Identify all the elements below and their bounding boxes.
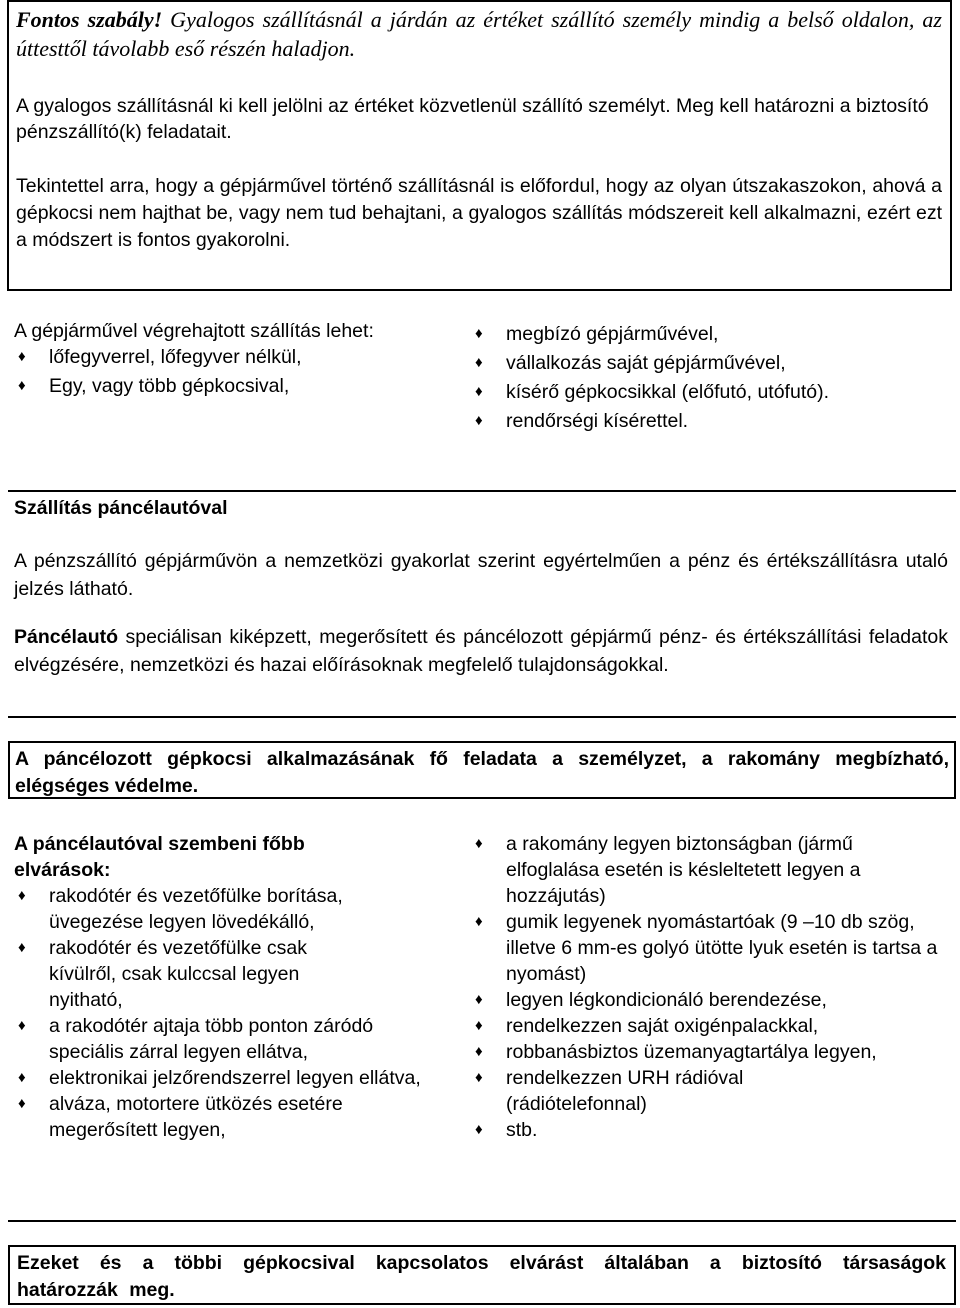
diamond-bullet-icon: ♦	[18, 348, 26, 365]
list-item: ♦ lőfegyverrel, lőfegyver nélkül,	[18, 346, 302, 368]
list-item: ♦ legyen légkondicionáló berendezése,	[475, 989, 827, 1011]
list-item: ♦ kísérő gépkocsikkal (előfutó, utófutó).	[475, 381, 829, 403]
list-item: ♦ a rakomány legyen biztonságban (jármű elfoglalása esetén is késleltetett legyen a hozzájutás)	[475, 833, 861, 907]
important-rule	[16, 5, 942, 63]
diamond-bullet-icon: ♦	[475, 913, 483, 930]
diamond-bullet-icon: ♦	[475, 1017, 483, 1034]
list-item: ♦ stb.	[475, 1119, 538, 1141]
rule-text: Gyalogos szállításnál a járdán az értéket szállító személy mindig a belső oldalon, az úttesttől távolabb eső részén haladjon.	[16, 7, 942, 61]
list-item: ♦ vállalkozás saját gépjárművével,	[475, 352, 786, 374]
diamond-bullet-icon: ♦	[475, 835, 483, 852]
vehicle-transport-intro: A gépjárművel végrehajtott szállítás lehet:	[14, 320, 374, 342]
list-item: ♦ rendőrségi kísérettel.	[475, 410, 689, 432]
diamond-bullet-icon: ♦	[475, 325, 483, 342]
diamond-bullet-icon: ♦	[475, 1069, 483, 1086]
diamond-bullet-icon: ♦	[475, 1043, 483, 1060]
list-item: ♦ elektronikai jelzőrendszerrel legyen ellátva,	[18, 1067, 421, 1089]
vehicle-paragraph: Tekintettel arra, hogy a gépjárművel történő szállításnál is előfordul, hogy az olyan útszakaszokon, ahová a gépkocsi nem hajthat be, vagy nem tud behajtani, a gyalogos szállítás módszereit kell alkalmazni, ezért ezt a módszert is fontos gyakorolni.	[16, 175, 942, 251]
diamond-bullet-icon: ♦	[475, 383, 483, 400]
section-heading: Szállítás páncélautóval	[14, 497, 228, 519]
diamond-bullet-icon: ♦	[475, 354, 483, 371]
requirements-left	[14, 831, 434, 1143]
footer-box	[8, 1245, 956, 1305]
diamond-bullet-icon: ♦	[18, 939, 26, 956]
list-item: ♦ robbanásbiztos üzemanyagtartálya legyen,	[475, 1041, 877, 1063]
requirements-heading: A páncélautóval szembeni főbb elvárások:	[14, 833, 305, 881]
list-item: ♦ Egy, vagy több gépkocsival,	[18, 375, 290, 397]
diamond-bullet-icon: ♦	[475, 412, 483, 429]
diamond-bullet-icon: ♦	[18, 887, 26, 904]
diamond-bullet-icon: ♦	[18, 1017, 26, 1034]
diamond-bullet-icon: ♦	[475, 1121, 483, 1138]
list-item: ♦ alváza, motortere ütközés esetére megerősített legyen,	[18, 1093, 343, 1141]
important-rule-box	[7, 0, 952, 291]
main-task-box	[8, 741, 956, 799]
requirements-right	[471, 831, 938, 1143]
rule-label: Fontos szabály!	[16, 7, 163, 32]
section-divider	[8, 490, 956, 492]
list-item: ♦ gumik legyenek nyomástartóak (9 –10 db szög, illetve 6 mm-es golyó ütötte lyuk esetén is tartsa a nyomást)	[475, 911, 938, 985]
diamond-bullet-icon: ♦	[18, 1095, 26, 1112]
section-divider	[8, 1220, 956, 1222]
armored-paragraph-1: A pénzszállító gépjárművön a nemzetközi gyakorlat szerint egyértelműen a pénz és értékszállításra utaló jelzés látható.	[14, 550, 948, 600]
list-item: ♦ megbízó gépjárművével,	[475, 323, 719, 345]
armored-section	[14, 494, 948, 679]
list-item: ♦ a rakodótér ajtaja több ponton záródó speciális zárral legyen ellátva,	[18, 1015, 374, 1063]
diamond-bullet-icon: ♦	[475, 991, 483, 1008]
armored-paragraph-2: Páncélautó speciálisan kiképzett, megerősített és páncélozott gépjármű pénz- és értékszállítási feladatok elvégzésére, nemzetközi és hazai előírásoknak megfelelő tulajdonságokkal.	[14, 626, 948, 676]
footer-text: Ezeket és a többi gépkocsival kapcsolatos elvárást általában a biztosító társaságok határozzák meg.	[17, 1252, 946, 1301]
list-item: ♦ rakodótér és vezetőfülke borítása, üvegezése legyen lövedékálló,	[18, 885, 343, 933]
diamond-bullet-icon: ♦	[18, 377, 26, 394]
vehicle-transport-right	[471, 321, 951, 434]
main-task: A páncélozott gépkocsi alkalmazásának fő feladata a személyzet, a rakomány megbízható, elégséges védelme.	[15, 748, 949, 797]
vehicle-transport-left	[14, 318, 414, 399]
list-item: ♦ rendelkezzen URH rádióval (rádiótelefonnal)	[475, 1067, 744, 1115]
list-item: ♦ rendelkezzen saját oxigénpalackkal,	[475, 1015, 819, 1037]
diamond-bullet-icon: ♦	[18, 1069, 26, 1086]
section-divider	[8, 716, 956, 718]
pedestrian-paragraph: A gyalogos szállításnál ki kell jelölni az értéket közvetlenül szállító személyt. Meg kell határozni a biztosító pénzszállító(k) feladatait.	[16, 95, 929, 143]
list-item: ♦ rakodótér és vezetőfülke csak kívülről, csak kulccsal legyen nyitható,	[18, 937, 307, 1011]
